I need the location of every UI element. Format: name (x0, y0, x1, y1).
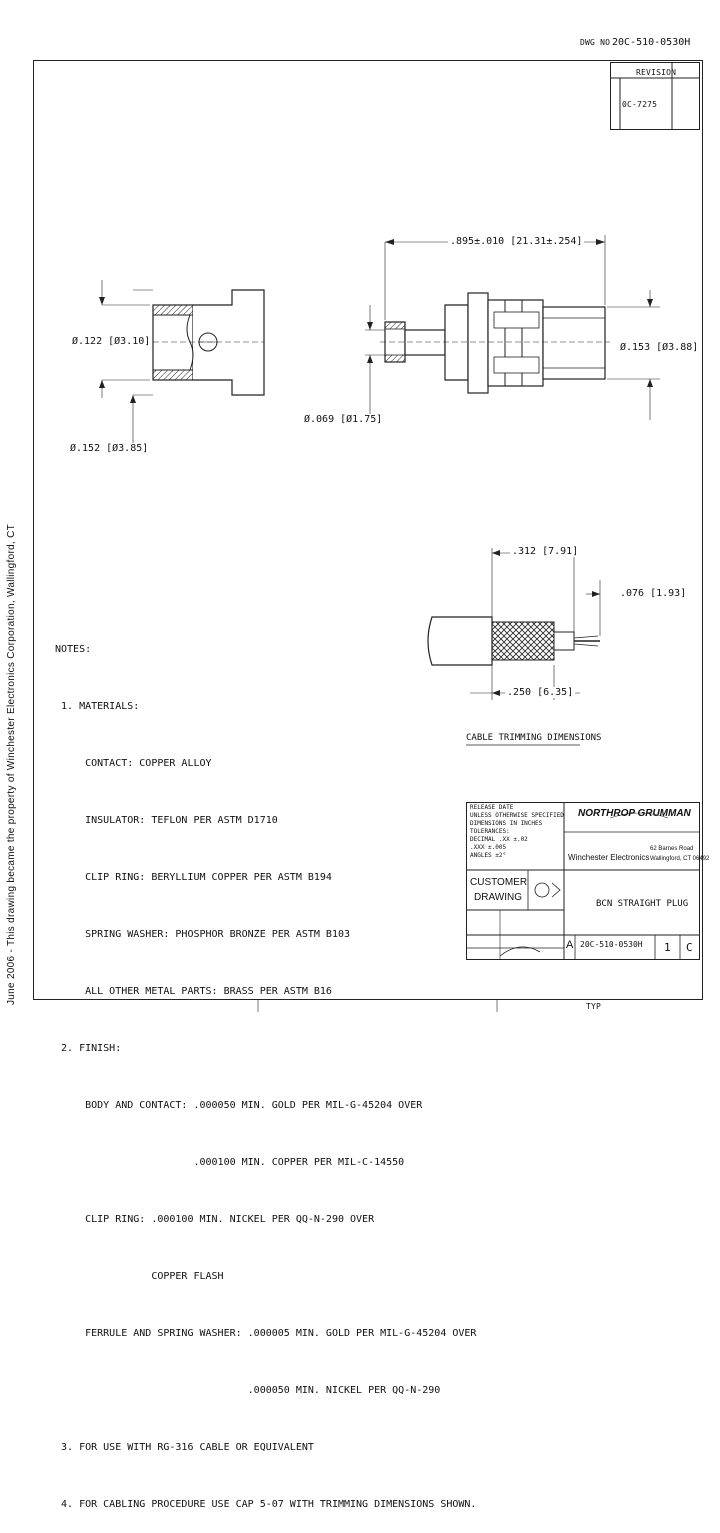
rev-value: C (686, 941, 693, 954)
notes-line: 4. FOR CABLING PROCEDURE USE CAP 5-07 WITH TRIMMING DIMENSIONS SHOWN. (55, 1499, 477, 1510)
notes-line: CLIP RING: BERYLLIUM COPPER PER ASTM B194 (55, 872, 332, 883)
dia-122-dim: Ø.122 [Ø3.10] (72, 336, 151, 347)
division-name: Winchester Electronics (568, 853, 650, 862)
tolerance-block (470, 804, 564, 860)
tolerance-line: UNLESS OTHERWISE SPECIFIED (470, 812, 564, 819)
dia-153-dim: Ø.153 [Ø3.88] (620, 342, 699, 353)
size-value: A (566, 939, 574, 951)
notes-line: INSULATOR: TEFLON PER ASTM D1710 (55, 815, 278, 826)
title-block-dwg-no: 20C-510-0530H (580, 940, 643, 949)
notes-line: ALL OTHER METAL PARTS: BRASS PER ASTM B16 (55, 986, 332, 997)
notes-line: 2. FINISH: (55, 1043, 122, 1054)
notes-line: NOTES: (55, 644, 92, 655)
address-line-1: 62 Barnes Road (650, 846, 694, 852)
notes-line: 1. MATERIALS: (55, 701, 140, 712)
trim-312-dim: .312 [7.91] (512, 546, 579, 557)
sheet-value: 1 (664, 941, 671, 954)
notes-line: CLIP RING: .000100 MIN. NICKEL PER QQ-N-290 OVER (55, 1214, 375, 1225)
plug-assembly-view (380, 293, 610, 393)
revision-label: REVISION (636, 68, 677, 77)
footer-mark: TYP (586, 1002, 602, 1011)
tolerance-line: .XXX ±.005 (470, 844, 507, 851)
ownership-note: June 2006 - This drawing became the property of Winchester Electronics Corporation, Wallingford, CT (6, 523, 17, 1005)
notes-block (55, 602, 477, 1533)
customer-drawing-label: CUSTOMER DRAWING (470, 877, 528, 903)
dia-069-dim: Ø.069 [Ø1.75] (304, 414, 383, 425)
tolerance-line: DIMENSIONS IN INCHES (470, 820, 543, 827)
notes-line: FERRULE AND SPRING WASHER: .000005 MIN. GOLD PER MIL-G-45204 OVER (55, 1328, 477, 1339)
drawing-title: BCN STRAIGHT PLUG (596, 899, 689, 909)
company-logo: NORTHROP GRUMMAN (578, 808, 691, 819)
cable-trimming-title: CABLE TRIMMING DIMENSIONS (466, 733, 602, 743)
tolerance-line: DECIMAL .XX ±.02 (470, 836, 528, 843)
notes-line: 3. FOR USE WITH RG-316 CABLE OR EQUIVALENT (55, 1442, 314, 1453)
notes-line: COPPER FLASH (55, 1271, 224, 1282)
notes-line: BODY AND CONTACT: .000050 MIN. GOLD PER MIL-G-45204 OVER (55, 1100, 423, 1111)
revision-row: 0C-7275 (622, 100, 658, 109)
notes-line: .000100 MIN. COPPER PER MIL-C-14550 (55, 1157, 405, 1168)
tolerance-line: TOLERANCES: (470, 828, 510, 835)
notes-line: .000050 MIN. NICKEL PER QQ-N-290 (55, 1385, 441, 1396)
trim-076-dim: .076 [1.93] (620, 588, 687, 599)
overall-length-dim: .895±.010 [21.31±.254] (450, 236, 583, 247)
top-dwg-no: 20C-510-0530H (612, 37, 691, 48)
top-dwg-no-label: DWG NO (580, 38, 611, 47)
notes-line: SPRING WASHER: PHOSPHOR BRONZE PER ASTM B103 (55, 929, 351, 940)
address-line-2: Wallingford, CT 06492 (650, 856, 710, 862)
notes-line: CONTACT: COPPER ALLOY (55, 758, 212, 769)
tolerance-line: ANGLES ±2° (470, 852, 507, 859)
contact-detail-view (153, 290, 264, 395)
trim-250-dim: .250 [6.35] (507, 687, 574, 698)
dia-152-dim: Ø.152 [Ø3.85] (70, 443, 149, 454)
tolerance-line: RELEASE DATE (470, 804, 514, 811)
